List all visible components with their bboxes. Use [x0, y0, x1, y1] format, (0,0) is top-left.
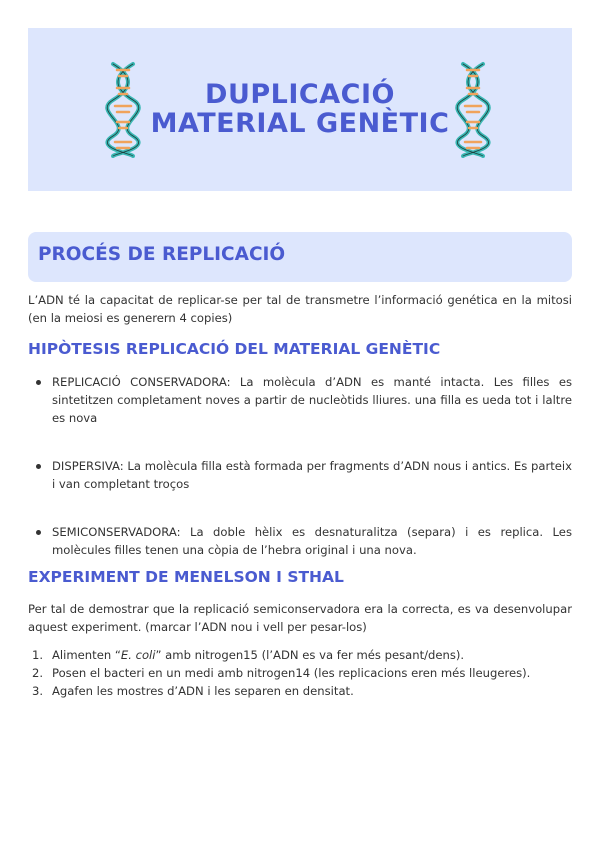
hypothesis-dispersive: DISPERSIVA: La molècula filla està formada per fragments d’ADN nous i antics. Es parteix i van completant troços — [52, 459, 572, 491]
bullet-icon — [36, 380, 41, 385]
step-number: 1. — [32, 648, 44, 662]
step-text-post: ” amb nitrogen15 (l’ADN es va fer més pesant/dens). — [155, 648, 465, 662]
page-title-line-2: MATERIAL GENÈTIC — [150, 108, 450, 139]
list-item — [28, 646, 572, 664]
list-item — [28, 523, 572, 559]
bullet-icon — [36, 530, 41, 535]
step-text-pre: Agafen les mostres d’ADN i les separen en densitat. — [52, 684, 354, 698]
hypotheses-heading: HIPÒTESIS REPLICACIÓ DEL MATERIAL GENÈTIC — [28, 340, 441, 358]
intro-paragraph: L’ADN té la capacitat de replicar-se per tal de transmetre l’informació genética en la mitosi (en la meiosi es generern 4 copies) — [28, 293, 572, 325]
experiment-intro: Per tal de demostrar que la replicació semiconservadora era la correcta, es va desenvolupar aquest experiment. (marcar l’ADN nou i vell per pesar-los) — [28, 602, 572, 634]
list-item — [28, 682, 572, 700]
step-text-pre: Posen el bacteri en un medi amb nitrogen14 (les replicacions eren més lleugeres). — [52, 666, 531, 680]
page-title-line-1: DUPLICACIÓ — [205, 79, 395, 110]
page-title — [0, 80, 600, 138]
experiment-steps — [28, 646, 572, 700]
hypothesis-semiconservative: SEMICONSERVADORA: La doble hèlix es desnaturalitza (separa) i es replica. Les molècules filles tenen una còpia de l’hebra original i una nova. — [52, 525, 572, 557]
step-text-pre: Alimenten “ — [52, 648, 121, 662]
section-title: PROCÉS DE REPLICACIÓ — [38, 244, 286, 265]
list-item — [28, 664, 572, 682]
hypothesis-conservative: REPLICACIÓ CONSERVADORA: La molècula d’ADN es manté intacta. Les filles es sintetitzen completament noves a partir de nucleòtids lliures. una filla es ueda tot i laltre es nova — [52, 375, 572, 425]
bullet-icon — [36, 464, 41, 469]
experiment-heading: EXPERIMENT DE MENELSON I STHAL — [28, 568, 344, 586]
list-item — [28, 373, 572, 427]
list-item — [28, 457, 572, 493]
step-number: 3. — [32, 684, 44, 698]
step-number: 2. — [32, 666, 44, 680]
step-text-italic: E. coli — [120, 648, 156, 662]
hypotheses-list — [28, 373, 572, 559]
